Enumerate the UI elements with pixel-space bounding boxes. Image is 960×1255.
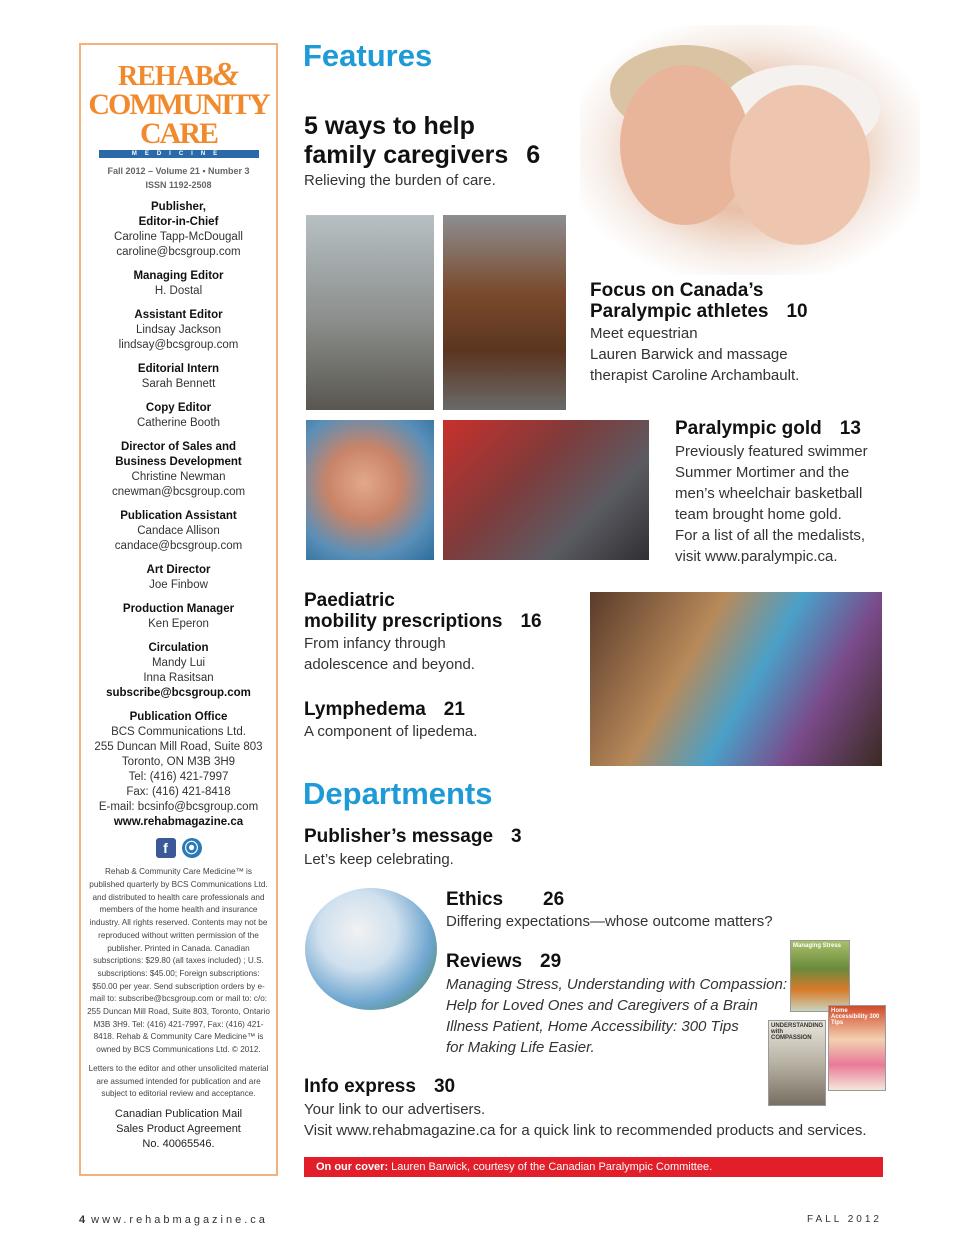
dept-publishers-message-desc: Let’s keep celebrating. [304, 851, 454, 868]
article-lymphedema-title[interactable] [304, 699, 465, 720]
office-email: E-mail: bcsinfo@bcsgroup.com [98, 801, 259, 814]
role-label: Publication Assistant [120, 510, 237, 523]
dept-ethics-title[interactable] [446, 889, 564, 910]
office-tel: Tel: (416) 421-7997 [128, 771, 229, 784]
staff-email: cnewman@bcsgroup.com [111, 486, 246, 499]
photo-seniors [580, 25, 920, 275]
role-label: Editorial Intern [137, 363, 220, 376]
title-line: Paediatric [304, 590, 395, 611]
book-cover-managing-stress [790, 940, 850, 1012]
page-number: 3 [511, 826, 522, 847]
role-label: Editor-in-Chief [138, 216, 219, 229]
desc-line: Lauren Barwick and massage [590, 346, 788, 363]
page-number: 10 [786, 301, 808, 322]
role-label: Business Development [115, 456, 242, 469]
photo-equestrian-award [306, 215, 434, 410]
title-line: Publisher’s message [304, 826, 494, 847]
cover-credit-bar [304, 1157, 883, 1177]
footer-left [79, 1214, 268, 1226]
title-line: mobility prescriptions [304, 611, 503, 632]
desc-line: therapist Caroline Archambault. [590, 367, 800, 384]
article-paralympic-gold-title[interactable] [675, 418, 861, 439]
office-address: Toronto, ON M3B 3H9 [121, 756, 236, 769]
role-label: Publisher, [151, 201, 206, 214]
masthead-managing-editor [81, 269, 276, 299]
title-line: Paralympic gold [675, 418, 822, 439]
title-line: Paralympic athletes [590, 301, 769, 322]
masthead-intern [81, 362, 276, 392]
masthead-sales [81, 440, 276, 500]
article-caregivers-desc: Relieving the burden of care. [304, 172, 496, 189]
office-company: BCS Communications Ltd. [111, 726, 246, 739]
staff-name: Lindsay Jackson [135, 324, 222, 337]
role-label: Production Manager [122, 603, 235, 616]
staff-name: Mandy Lui [151, 657, 206, 670]
staff-email: caroline@bcsgroup.com [116, 246, 241, 259]
dept-info-express-title[interactable] [304, 1076, 455, 1097]
masthead-circulation [81, 641, 276, 701]
masthead-assistant-editor [81, 308, 276, 353]
page-number: 13 [839, 418, 861, 439]
staff-name: Ken Eperon [148, 618, 209, 631]
dept-ethics-desc: Differing expectations—whose outcome matters? [446, 913, 773, 930]
title-line: Lymphedema [304, 699, 426, 720]
role-label: Art Director [146, 564, 211, 577]
title-line: Focus on Canada’s [590, 280, 764, 301]
logo-medicine-bar: MEDICINE [99, 150, 259, 158]
issn: ISSN 1192-2508 [145, 180, 212, 191]
cpm-line: Canadian Publication Mail [114, 1107, 243, 1120]
footer-url[interactable]: www.rehabmagazine.ca [91, 1214, 268, 1226]
office-website: www.rehabmagazine.ca [113, 816, 244, 829]
role-label: Copy Editor [145, 402, 212, 415]
staff-name: Sarah Bennett [141, 378, 216, 391]
role-label: Managing Editor [133, 270, 224, 283]
staff-name: Joe Finbow [149, 579, 208, 592]
title-line: family caregivers [304, 141, 509, 169]
letters-notice: Letters to the editor and other unsolicited material are assumed intended for publication and are subject to editorial review and acceptance. [88, 1063, 269, 1099]
desc-line: men’s wheelchair basketball [675, 485, 863, 502]
office-fax: Fax: (416) 421-8418 [126, 786, 231, 799]
masthead-art-director [81, 563, 276, 593]
publication-mail-agreement [81, 1107, 276, 1152]
article-paralympic-athletes-title[interactable] [590, 280, 808, 322]
article-lymphedema-desc: A component of lipedema. [304, 723, 478, 740]
logo-ampersand: & [212, 56, 240, 93]
cover-label: On our cover: [316, 1161, 389, 1173]
title-line: Reviews [446, 951, 523, 972]
page-number: 29 [540, 951, 562, 972]
desc-line: Meet equestrian [590, 325, 698, 342]
desc-line: Visit www.rehabmagazine.ca for a quick link to recommended products and services. [304, 1122, 867, 1139]
page-number: 30 [433, 1076, 456, 1097]
article-paralympic-gold-desc [675, 441, 868, 567]
dept-publishers-message-title[interactable] [304, 826, 522, 847]
dept-info-express-desc [304, 1099, 867, 1141]
photo-ethics-care [305, 888, 437, 1010]
page-number: 21 [443, 699, 465, 720]
article-paediatric-desc [304, 633, 475, 675]
legal-notice: Rehab & Community Care Medicine™ is published quarterly by BCS Communications Ltd. and distributed to health care professionals and members of the home health and insurance industry. All rights reserved. Contents may not be reproduced without written permission of the publisher. Printed in Canada. Canadian subscriptions: $29.80 (all taxes included) ; U.S. subscriptions: $45.00; Foreign subscriptions: $50.00 per year. Send subscription orders by e-mail to: subscribe@bcsgroup.com or mail to: c/o: 255 Duncan Mill Road, Suite 803, Toronto, Ontario M3B 3H9. Tel: (416) 421-7997, Fax: (416) 421-8418. Rehab & Community Care Medicine™ is owned by BCS Communications Ltd. © 2012. [87, 867, 270, 1055]
desc-line: visit www.paralympic.ca. [675, 548, 838, 565]
page-number: 16 [520, 611, 542, 632]
desc-line: For a list of all the medalists, [675, 527, 866, 544]
page-number: 6 [526, 141, 541, 169]
photo-horse-massage [443, 215, 566, 410]
rss-icon[interactable]: ⦿ [182, 838, 202, 858]
cpm-line: No. 40065546. [142, 1137, 215, 1150]
article-paediatric-title[interactable] [304, 590, 542, 632]
masthead-column [79, 43, 278, 1176]
photo-swimmer-gold [306, 420, 434, 560]
footer-season: FALL 2012 [806, 1214, 882, 1225]
cpm-line: Sales Product Agreement [116, 1122, 241, 1135]
book-title: Home Accessibility 300 Tips [831, 1008, 880, 1026]
features-heading: Features [303, 38, 433, 73]
desc-line: Help for Loved Ones and Caregivers of a Brain [446, 997, 758, 1014]
page-number: 26 [543, 889, 565, 910]
staff-name: Inna Rasitsan [143, 672, 214, 685]
staff-email: lindsay@bcsgroup.com [118, 339, 239, 352]
article-paralympic-athletes-desc [590, 323, 799, 386]
desc-line: for Making Life Easier. [446, 1039, 595, 1056]
magazine-logo [81, 56, 276, 158]
book-cover-understanding [768, 1020, 826, 1106]
photo-wheelchair-basketball [443, 420, 649, 560]
desc-line: From infancy through [304, 635, 446, 652]
dept-reviews-desc [446, 974, 787, 1058]
logo-rehab: REHAB [117, 61, 213, 92]
cover-text: Lauren Barwick, courtesy of the Canadian Paralympic Committee. [388, 1161, 713, 1173]
logo-community-care: COMMUNITY CARE [88, 88, 269, 150]
desc-line: team brought home gold. [675, 506, 842, 523]
book-title: UNDERSTANDING with COMPASSION [771, 1023, 824, 1041]
desc-line: Summer Mortimer and the [675, 464, 850, 481]
title-line: Ethics [446, 889, 504, 910]
departments-heading: Departments [303, 776, 493, 811]
role-label: Director of Sales and [120, 441, 237, 454]
masthead-production [81, 602, 276, 632]
title-line: Info express [304, 1076, 416, 1097]
staff-name: Candace Allison [137, 525, 220, 538]
masthead-copy-editor [81, 401, 276, 431]
book-cover-home-accessibility [828, 1005, 886, 1091]
title-line: 5 ways to help [304, 112, 475, 140]
desc-line: Previously featured swimmer [675, 443, 868, 460]
masthead-publication-assistant [81, 509, 276, 554]
staff-name: H. Dostal [154, 285, 203, 298]
book-title: Managing Stress [793, 943, 842, 949]
folio-page-number: 4 [79, 1214, 86, 1226]
desc-line: Your link to our advertisers. [304, 1101, 486, 1118]
facebook-icon[interactable]: f [156, 838, 176, 858]
social-links [81, 838, 276, 860]
issue-info: Fall 2012 – Volume 21 ▪ Number 3 [107, 166, 250, 177]
desc-line: Managing Stress, Understanding with Compassion: [446, 976, 788, 993]
staff-name: Caroline Tapp-McDougall [114, 231, 243, 244]
dept-reviews-title[interactable] [446, 951, 561, 972]
role-label: Assistant Editor [134, 309, 223, 322]
role-label: Circulation [148, 642, 209, 655]
staff-email: candace@bcsgroup.com [114, 540, 243, 553]
staff-name: Catherine Booth [136, 417, 221, 430]
article-caregivers-title[interactable] [304, 112, 540, 170]
masthead-office [81, 710, 276, 830]
staff-email: subscribe@bcsgroup.com [106, 687, 251, 700]
desc-line: Illness Patient, Home Accessibility: 300 Tips [446, 1018, 739, 1035]
office-address: 255 Duncan Mill Road, Suite 803 [94, 741, 263, 754]
photo-child-wheelchair [590, 592, 882, 766]
role-label: Publication Office [129, 711, 228, 724]
staff-name: Christine Newman [131, 471, 226, 484]
desc-line: adolescence and beyond. [304, 656, 475, 673]
masthead-publisher [81, 200, 276, 260]
